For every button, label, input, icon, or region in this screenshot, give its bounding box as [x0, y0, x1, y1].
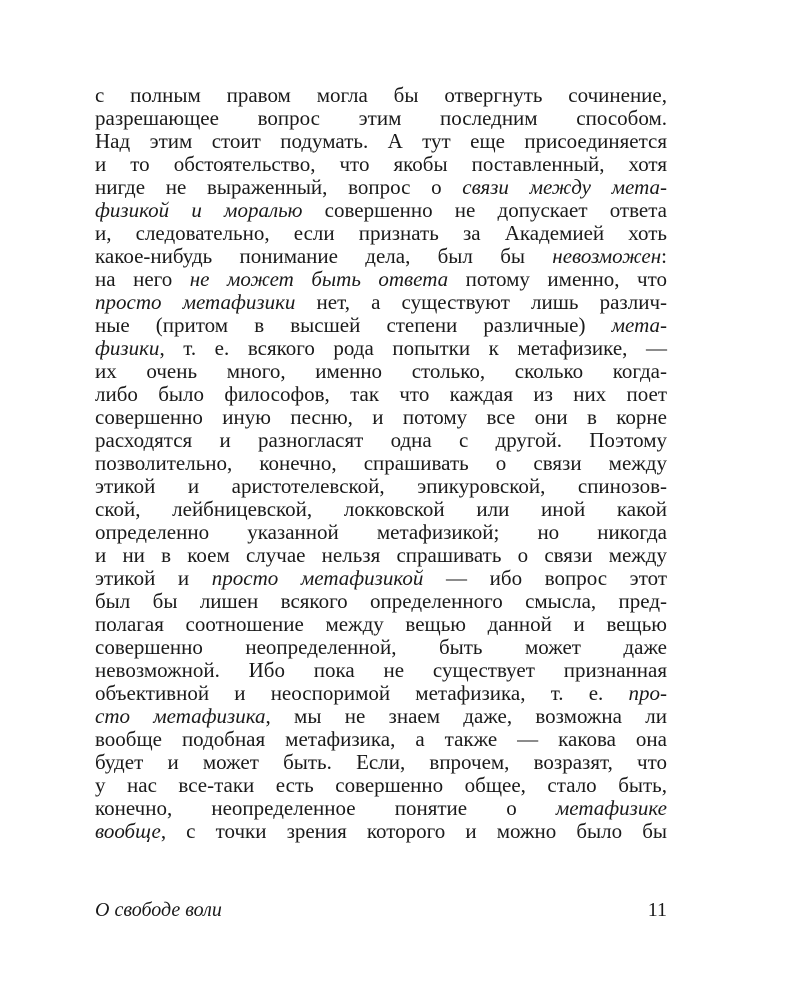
text-line: [95, 130, 667, 153]
text-segment: нет, а существуют лишь различ-: [295, 290, 667, 314]
text-segment: какое-нибудь понимание дела, был бы: [95, 244, 553, 268]
text-line: [95, 268, 667, 291]
text-line: [95, 176, 667, 199]
text-segment: Над этим стоит подумать. А тут еще присоединяется: [95, 129, 667, 153]
italic-text: сто метафизика: [95, 704, 266, 728]
text-segment: у нас все-таки есть совершенно общее, стало быть,: [95, 773, 667, 797]
italic-text: физикой и моралью: [95, 198, 303, 222]
text-line: [95, 383, 667, 406]
text-line: [95, 521, 667, 544]
text-line: [95, 222, 667, 245]
italic-text: физики: [95, 336, 160, 360]
text-segment: нигде не выраженный, вопрос о: [95, 175, 463, 199]
text-segment: невозможной. Ибо пока не существует признанная: [95, 658, 667, 682]
text-segment: либо было философов, так что каждая из них поет: [95, 382, 667, 406]
text-line: [95, 728, 667, 751]
text-segment: определенно указанной метафизикой; но никогда: [95, 520, 667, 544]
text-line: [95, 797, 667, 820]
text-line: [95, 636, 667, 659]
text-segment: и ни в коем случае нельзя спрашивать о связи между: [95, 543, 667, 567]
text-line: [95, 452, 667, 475]
text-segment: позволительно, конечно, спрашивать о связи между: [95, 451, 667, 475]
italic-text: связи между мета-: [462, 175, 667, 199]
text-segment: с полным правом могла бы отвергнуть сочинение,: [95, 83, 667, 107]
italic-text: невозможен: [552, 244, 662, 268]
text-segment: конечно, неопределенное понятие о: [95, 796, 556, 820]
text-segment: совершенно иную песню, и потому все они в корне: [95, 405, 667, 429]
text-line: [95, 153, 667, 176]
text-segment: будет и может быть. Если, впрочем, возразят, что: [95, 750, 667, 774]
text-segment: совершенно неопределенной, быть может даже: [95, 635, 667, 659]
text-segment: их очень много, именно столько, сколько когда-: [95, 359, 667, 383]
text-segment: и, следовательно, если признать за Академией хоть: [95, 221, 667, 245]
text-line: [95, 774, 667, 797]
text-segment: :: [661, 244, 667, 268]
text-segment: вообще подобная метафизика, а также — какова она: [95, 727, 667, 751]
text-line: [95, 245, 667, 268]
page-number: 11: [647, 899, 667, 921]
text-segment: и то обстоятельство, что якобы поставленный, хотя: [95, 152, 667, 176]
text-segment: потому именно, что: [448, 267, 667, 291]
text-line: [95, 567, 667, 590]
running-title: О свободе воли: [95, 899, 222, 921]
text-line: [95, 820, 667, 843]
italic-text: мета-: [611, 313, 667, 337]
text-segment: , с точки зрения которого и можно было бы: [160, 819, 667, 843]
text-segment: объективной и неоспоримой метафизика, т. е.: [95, 681, 629, 705]
text-segment: , т. е. всякого рода попытки к метафизике, —: [159, 336, 667, 360]
italic-text: метафизике: [555, 796, 667, 820]
text-line: [95, 429, 667, 452]
text-line: [95, 751, 667, 774]
text-segment: этикой и: [95, 566, 212, 590]
text-segment: , мы не знаем даже, возможна ли: [265, 704, 667, 728]
text-line: [95, 613, 667, 636]
text-segment: на него: [95, 267, 190, 291]
text-line: [95, 107, 667, 130]
text-line: [95, 314, 667, 337]
italic-text: просто метафизикой: [211, 566, 424, 590]
text-line: [95, 705, 667, 728]
text-line: [95, 590, 667, 613]
text-line: [95, 337, 667, 360]
text-line: [95, 199, 667, 222]
text-line: [95, 498, 667, 521]
italic-text: не может быть ответа: [189, 267, 449, 291]
text-segment: ской, лейбницевской, локковской или иной какой: [95, 497, 667, 521]
text-line: [95, 682, 667, 705]
text-segment: полагая соотношение между вещью данной и вещью: [95, 612, 667, 636]
text-segment: совершенно не допускает ответа: [302, 198, 667, 222]
text-line: [95, 291, 667, 314]
text-segment: этикой и аристотелевской, эпикуровской, спинозов-: [95, 474, 667, 498]
page-footer: [95, 898, 667, 922]
text-line: [95, 475, 667, 498]
italic-text: про-: [628, 681, 667, 705]
text-line: [95, 659, 667, 682]
text-line: [95, 544, 667, 567]
text-segment: был бы лишен всякого определенного смысла, пред-: [95, 589, 667, 613]
text-line: [95, 360, 667, 383]
italic-text: вообще: [95, 819, 161, 843]
text-line: [95, 84, 667, 107]
text-segment: расходятся и разногласят одна с другой. Поэтому: [95, 428, 667, 452]
text-segment: ные (притом в высшей степени различные): [95, 313, 612, 337]
text-line: [95, 406, 667, 429]
text-segment: — ибо вопрос этот: [423, 566, 667, 590]
text-segment: разрешающее вопрос этим последним способом.: [95, 106, 667, 130]
italic-text: просто метафизики: [95, 290, 296, 314]
body-text: [95, 84, 667, 843]
